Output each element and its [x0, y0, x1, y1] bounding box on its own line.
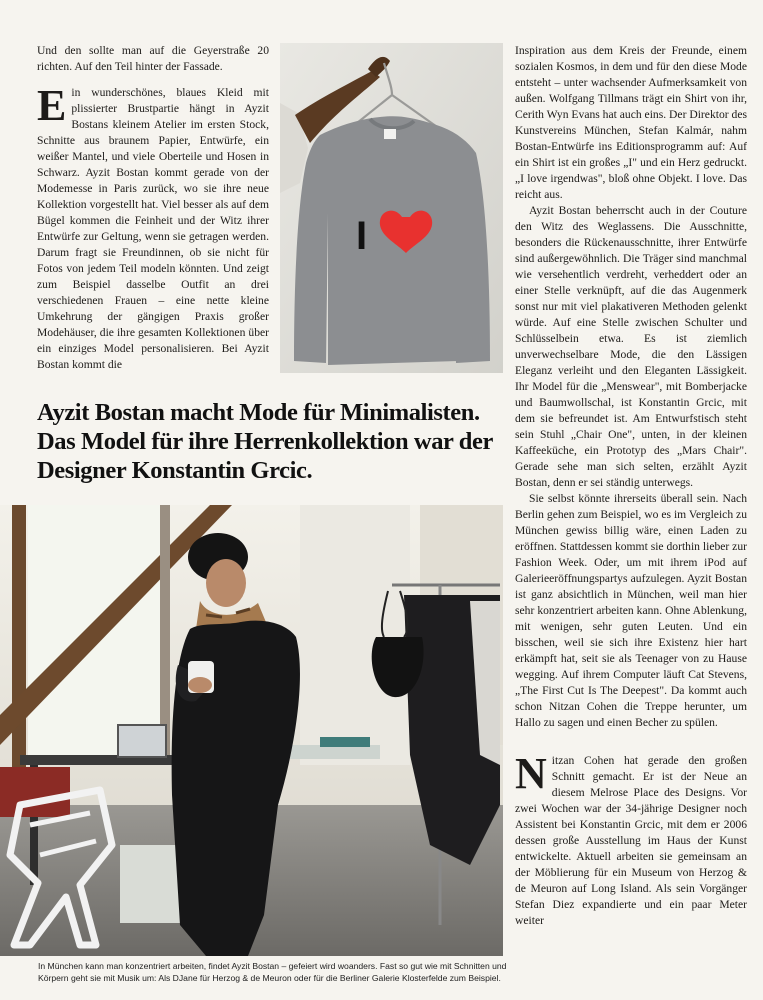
paragraph-text: in wunderschönes, blaues Kleid mit plissierter Brustpartie hängt in Ayzit Bostans kleinem Atelier im ersten Stock, Schnitte aus braunem Papier, Entwürfe, ein weißer Mantel, und viele Oberteile und Hosen in Schwarz. Ayzit Bostan kommt gerade von der Modemesse in Paris zurück, wo sie ihre neue Kollektion vorgestellt hat. Viel besser als auf dem Bügel kommen die Feinheit und der Witz ihrer Entwürfe zur Geltung, wenn sie getragen werden. Darum fragt sie Freundinnen, ob sie nicht für Fotos von jedem Teil modeln könnten. Und zeigt zum Beispiel dasselbe Outfit an drei verschiedenen Frauen – eine nette kleine Umkehrung der gängigen Praxis großer Modehäuser, die ihre gesamten Kollektionen über ein einziges Model personalisieren. Bei Ayzit Bostan kommt die [37, 86, 269, 371]
left-text-column [37, 43, 269, 373]
article-paragraph [37, 81, 269, 373]
intro-paragraph: Und den sollte man auf die Geyerstraße 20 richten. Auf den Teil hinter der Fassade. [37, 44, 269, 73]
photo-caption: In München kann man konzentriert arbeiten, findet Ayzit Bostan – gefeiert wird woanders. Fast so gut wie mit Schnitten und Körpern geht sie mit Musik um: Als DJane für Herzog & de Meuron oder für die Berliner Galerie Klosterfelde zum Beispiel. [38, 961, 507, 983]
drop-cap-n: N [515, 749, 547, 798]
shirt-photo [280, 43, 503, 373]
article-paragraph: Sie selbst könnte ihrerseits überall sein. Nach Berlin gehen zum Beispiel, wo es im Vergleich zu München gewiss billig wäre, einen Laden zu eröffnen. Stattdessen kommt sie dorthin lieber zur Fashion Week. Oder, um mit ihrem iPod auf Galerieeröffnungspartys aufzulegen. Ayzit Bostan ist ganz absichtlich in München, weil man hier sehr konzentriert arbeiten kann. Ohne Ablenkung, mit wenigen, sehr guten Leuten. Und ein bisschen, weil sie sich ihre Existenz hier hart erkämpft hat, seit sie als Teenager von zu Hause wegging. Auf ihrem Computer läuft Cat Stevens, „The First Cut Is The Deepest". Da kommt auch schon Nitzan Cohen die Treppe herunter, um Hallo zu sagen und einen Becher zu spülen. [515, 492, 747, 729]
headline: Ayzit Bostan macht Mode für Minimalisten. Das Model für ihre Herrenkollektion war der Designer Konstantin Grcic. [37, 399, 493, 484]
drop-cap-e: E [37, 81, 67, 130]
paragraph-text: itzan Cohen hat gerade den großen Schnitt gemacht. Er ist der Neue an diesem Melrose Place des Designs. Vor zwei Wochen war der 34-jährige Designer noch Assistent bei Konstantin Grcic, mit dem er 2006 dessen große Ausstellung im Haus der Kunst entwickelte. Aktuell arbeiten sie gemeinsam an der Möblierung für ein Museum von Herzog & de Meuron auf Long Island. Als sein Vorgänger Stefan Diez expandierte und ein paar Meter weiter [515, 754, 747, 927]
right-text-column [515, 43, 747, 929]
article-paragraph: Ayzit Bostan beherrscht auch in der Couture den Witz des Weglassens. Die Ausschnitte, besonders die Rückenausschnitte, ihrer Entwürfe sind außergewöhnlich. Die Träger sind manchmal wie versehentlich verdreht, verheddert oder an einer Stelle verknüpft, auf die das Augenmerk sonst nur mit viel plakativeren Methoden gelenkt würde. Auf eine Stelle zwischen Schulter und Schlüsselbein etwa. Es ist ziemlich unverwechselbare Mode, die den Lässigen Eleganz verleiht und den Eleganten Lässigkeit. Ihr Model für die „Menswear", mit Bomberjacke und Baumwollschal, ist Konstantin Grcic, mit dem sie befreundet ist. Am Entwurfstisch steht sein Stuhl „Chair One", unten, in der kleinen Kaffeeküche, ein Prototyp des „Mars Chair". Gerade sehe man sich selten, erzählt Ayzit Bostan, denn er sei ständig unterwegs. [515, 204, 747, 489]
shirt-print-i: I [356, 214, 368, 258]
article-paragraph [515, 749, 747, 929]
article-paragraph: Inspiration aus dem Kreis der Freunde, einem sozialen Kosmos, in dem und für den diese Mode entsteht – unter wachsender Aufmerksamkeit von außen. Wolfgang Tillmans trägt ein Shirt von ihr, Cerith Wyn Evans hat auch eins. Der Direktor des Kunstvereins München, Stefan Kalmár, nahm Bostan-Entwürfe ins Editionsprogramm auf: Auf ein Shirt ist ein großes „I" und ein Herz gedruckt. „I love irgendwas", bloß ohne Objekt. I love. Das reicht aus. [515, 44, 747, 201]
studio-photo [0, 505, 503, 956]
shirt-illustration [280, 43, 503, 373]
studio-illustration [0, 505, 503, 956]
